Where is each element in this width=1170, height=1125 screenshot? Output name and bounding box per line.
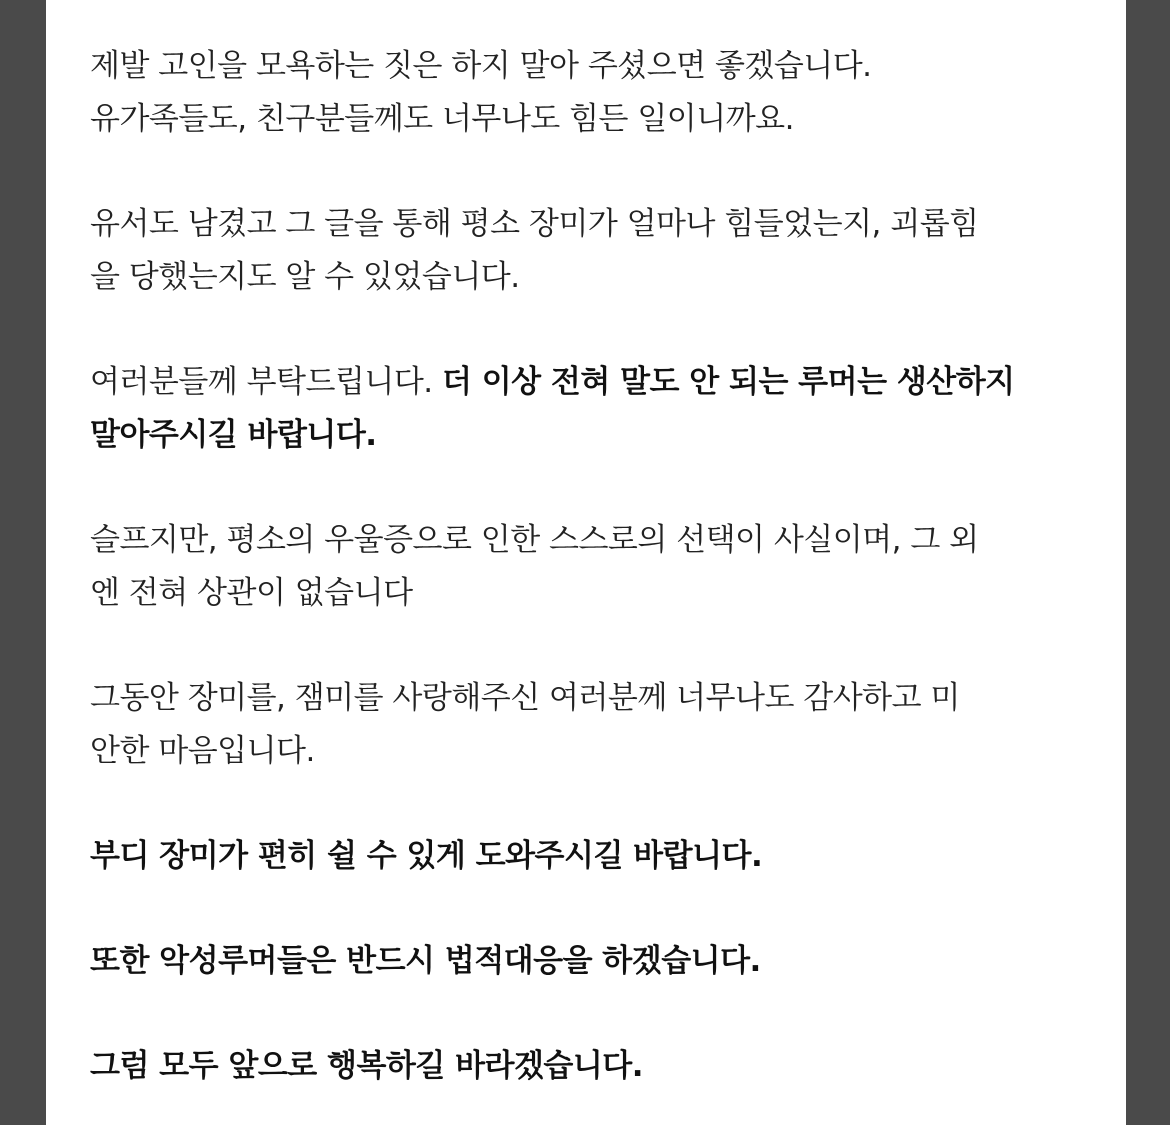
request-text: 여러분들께 부탁드립니다. (90, 364, 442, 400)
text-line: 유서도 남겼고 그 글을 통해 평소 장미가 얼마나 힘들었는지, 괴롭힘 (90, 206, 979, 242)
emphasized-text: 말아주시길 바랍니다. (90, 417, 377, 453)
text-line: 그동안 장미를, 잼미를 사랑해주신 여러분께 너무나도 감사하고 미 (90, 680, 960, 716)
emphasized-text: 더 이상 전혀 말도 안 되는 루머는 생산하지 (441, 364, 1015, 400)
paragraph-5 (90, 672, 1110, 778)
emphasized-text: 그럼 모두 앞으로 행복하길 바라겠습니다. (90, 1048, 644, 1084)
paragraph-3 (90, 356, 1110, 462)
text-line: 안한 마음입니다. (90, 733, 315, 769)
document-page (46, 0, 1126, 1125)
paragraph-8 (90, 1040, 1110, 1093)
paragraph-1 (90, 40, 1110, 146)
emphasized-text: 부디 장미가 편히 쉴 수 있게 도와주시길 바랍니다. (90, 838, 763, 874)
text-line: 엔 전혀 상관이 없습니다 (90, 575, 413, 611)
text-line: 슬프지만, 평소의 우울증으로 인한 스스로의 선택이 사실이며, 그 외 (90, 522, 979, 558)
text-line: 을 당했는지도 알 수 있었습니다. (90, 259, 520, 295)
emphasized-text: 또한 악성루머들은 반드시 법적대응을 하겠습니다. (90, 943, 761, 979)
paragraph-6 (90, 830, 1110, 883)
paragraph-2 (90, 198, 1110, 304)
text-line: 제발 고인을 모욕하는 짓은 하지 말아 주셨으면 좋겠습니다. (90, 48, 872, 84)
paragraph-4 (90, 514, 1110, 620)
paragraph-7 (90, 935, 1110, 988)
text-line (90, 356, 1110, 409)
text-line: 유가족들도, 친구분들께도 너무나도 힘든 일이니까요. (90, 101, 794, 137)
statement-text (90, 40, 1110, 1093)
